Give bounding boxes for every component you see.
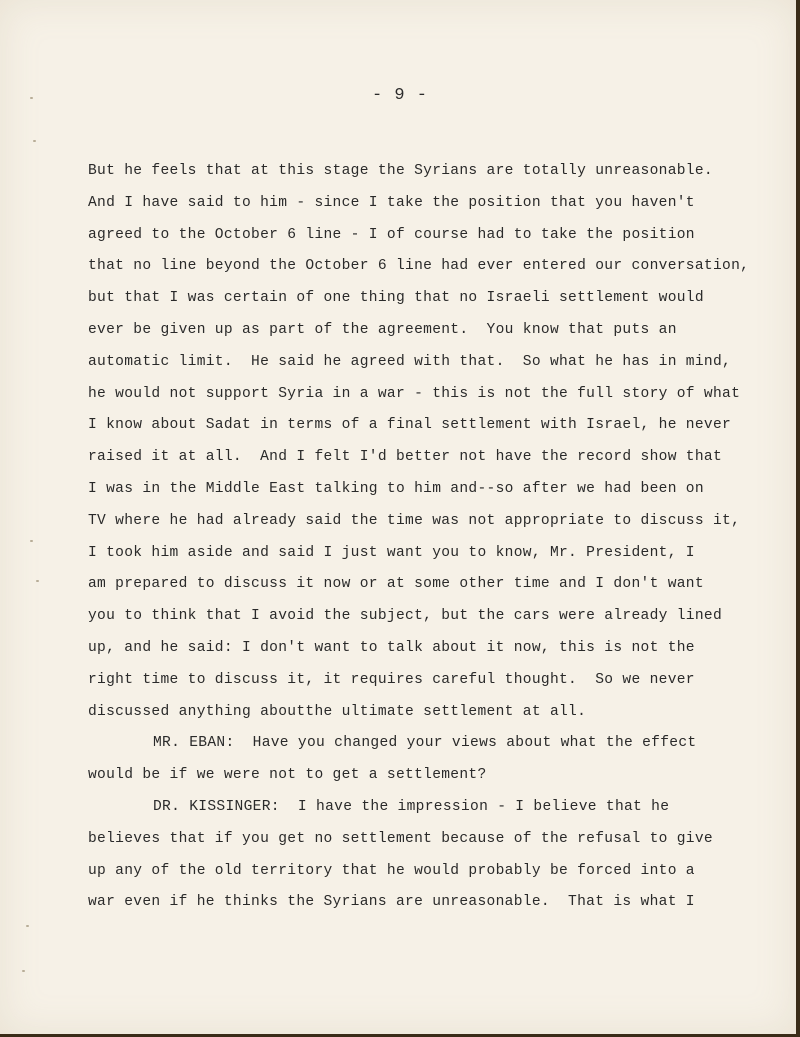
text-line: But he feels that at this stage the Syrians are totally unreasonable. bbox=[88, 163, 713, 179]
text-line: I took him aside and said I just want you to know, Mr. President, I bbox=[88, 544, 695, 561]
text-line: discussed anything aboutthe ultimate settlement at all. bbox=[88, 703, 587, 720]
text-line: up, and he said: I don't want to talk about it now, this is not the bbox=[88, 639, 695, 656]
text-line: automatic limit. He said he agreed with that. So what he has in mind, bbox=[88, 353, 732, 370]
text-line: he would not support Syria in a war - this is not the full story of what bbox=[88, 385, 741, 402]
text-line: believes that if you get no settlement because of the refusal to give bbox=[88, 830, 713, 847]
text-line: TV where he had already said the time was not appropriate to discuss it, bbox=[88, 512, 741, 529]
text-line: I was in the Middle East talking to him and--so after we had been on bbox=[88, 480, 704, 497]
paper-speck bbox=[30, 540, 33, 542]
paper-speck bbox=[36, 580, 39, 582]
speaker-line-kissinger: DR. KISSINGER: I have the impression - I believe that he bbox=[153, 798, 670, 815]
scan-border-right bbox=[796, 0, 800, 1037]
page-number: - 9 - bbox=[371, 86, 428, 105]
text-line: up any of the old territory that he would probably be forced into a bbox=[88, 862, 695, 879]
paper-speck bbox=[30, 97, 33, 99]
text-line: I know about Sadat in terms of a final settlement with Israel, he never bbox=[88, 417, 732, 434]
text-line: you to think that I avoid the subject, but the cars were already lined bbox=[88, 608, 723, 625]
text-line: agreed to the October 6 line - I of course had to take the position bbox=[88, 226, 695, 243]
text-line: right time to discuss it, it requires careful thought. So we never bbox=[88, 671, 695, 688]
paper-speck bbox=[33, 140, 36, 142]
transcript-body bbox=[88, 156, 778, 919]
text-line: am prepared to discuss it now or at some other time and I don't want bbox=[88, 576, 704, 593]
text-line: raised it at all. And I felt I'd better not have the record show that bbox=[88, 449, 723, 466]
paper-speck bbox=[22, 970, 25, 972]
text-line: war even if he thinks the Syrians are unreasonable. That is what I bbox=[88, 894, 695, 911]
paper-speck bbox=[26, 925, 29, 927]
text-line: And I have said to him - since I take the position that you haven't bbox=[88, 194, 695, 211]
speaker-line-eban: MR. EBAN: Have you changed your views about what the effect bbox=[153, 735, 697, 752]
text-line: would be if we were not to get a settlement? bbox=[88, 767, 487, 784]
text-line: that no line beyond the October 6 line had ever entered our conversation, bbox=[88, 258, 750, 275]
text-line: ever be given up as part of the agreement. You know that puts an bbox=[88, 321, 677, 338]
text-line: but that I was certain of one thing that no Israeli settlement would bbox=[88, 290, 704, 307]
